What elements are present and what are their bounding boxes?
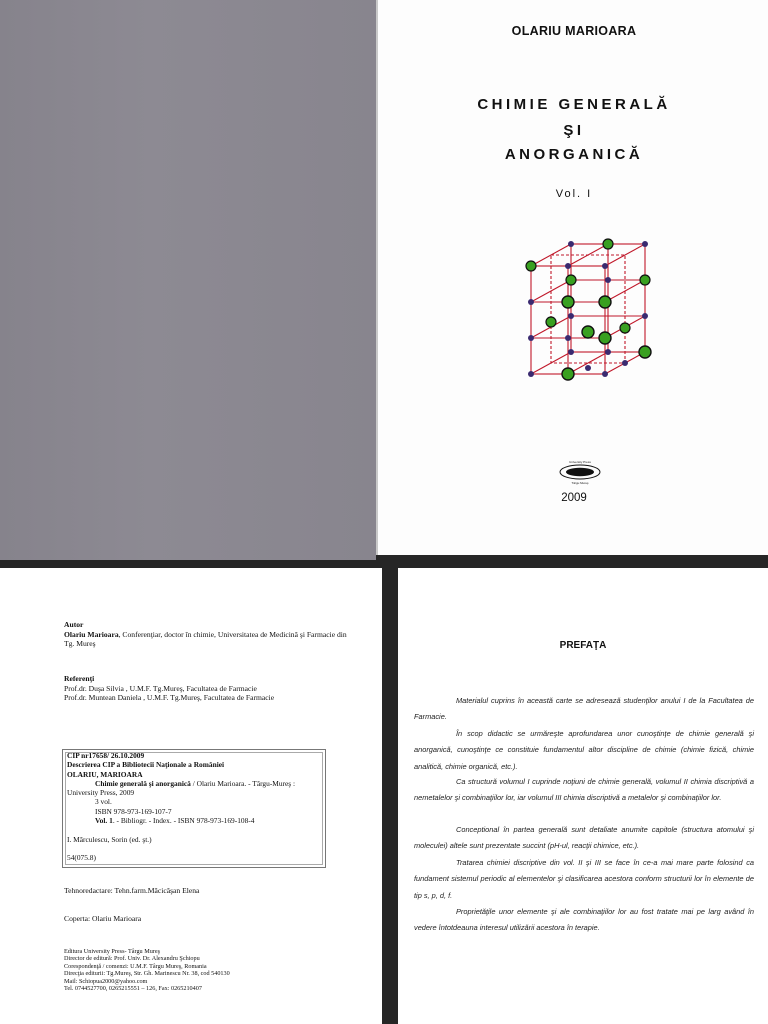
cip-classification: 54(075.8) — [67, 853, 96, 863]
preface-paragraph: În scop didactic se urmăreşte aprofundarea unor cunoştinţe de chimie generală şi anorganică, cunoştinţe ce constituie fundamentul altor discipline de chimie (chimie fizică, chimie analitică, chimie organică, etc.). — [414, 729, 754, 771]
logo-lettering-top: University Press — [569, 460, 591, 464]
preface-paragraph: Ca structură volumul I cuprinde noţiuni de chimie generală, volumul II chimia discriptivă a nemetalelor şi combinaţiilor lor, iar volumul III chimia discriptivă a metalelor şi combinaţiilor lor. — [414, 777, 754, 803]
author-city: Tg. Mureş — [64, 639, 96, 649]
typesetting-credit: Tehnoredactare: Tehn.farm.Măcicăşan Elena — [64, 886, 200, 895]
publisher-info — [64, 948, 230, 992]
cip-author: OLARIU, MARIOARA — [67, 769, 143, 779]
cip-title: Chimie generală şi anorganică — [95, 778, 191, 788]
author-description: , Conferenţiar, doctor în chimie, Universitatea de Medicină şi Farmacie din — [118, 629, 347, 639]
book-title-line-2: ŞI — [563, 122, 585, 139]
preface-page — [398, 568, 768, 1024]
cip-box — [62, 749, 326, 868]
cip-editor: I. Mărculescu, Sorin (ed. şt.) — [67, 834, 152, 844]
preface-paragraph: Tratarea chimiei discriptive din vol. II şi III se face în ce-a mai mare parte folosind ca fundament sistemul periodic al elementelor şi clasificarea acestora conform structurii lor în elemente de tip s, p, d, f. — [414, 858, 754, 900]
reviewers-section — [64, 674, 274, 703]
cip-vol-rest: . - Bibliogr. - Index. - ISBN 978-973-169-108-4 — [112, 816, 255, 826]
cip-record — [67, 751, 295, 863]
title-page — [376, 0, 768, 555]
cip-title-rest: / Olariu Marioara. - Târgu-Mureş : — [190, 778, 296, 788]
author-name: OLARIU MARIOARA — [511, 24, 637, 38]
cip-number: CIP nr17658/ 26.10.2009 — [67, 751, 145, 760]
reviewers-label: Referenţi — [64, 674, 95, 683]
cip-heading: Descrierea CIP a Bibliotecii Naţionale a României — [67, 760, 225, 770]
publisher-line: Direcţia editurii: Tg.Mureş, Str. Gh. Marinescu Nr. 38, cod 540130 — [64, 970, 230, 978]
copyright-page — [0, 568, 382, 1024]
book-title-line-1: CHIMIE GENERALĂ — [477, 96, 671, 113]
reviewer-1: Prof.dr. Duşa Silvia , U.M.F. Tg.Mureş, Facultatea de Farmacie — [64, 683, 257, 693]
author-full-name: Olariu Marioara — [64, 629, 119, 639]
publisher-line: Tel. 0744527700, 0265215551 – 126, Fax: 0265210407 — [64, 985, 202, 993]
publisher-line: Editura University Press- Târgu Mureş — [64, 948, 161, 955]
cover-credit: Coperta: Olariu Marioara — [64, 914, 142, 923]
publisher-line: Corespondenţă / comenzi: U.M.F. Târgu Mureş, Romania — [64, 962, 207, 970]
crystal-lattice-illustration — [513, 238, 653, 388]
cip-publisher: University Press, 2009 — [67, 788, 135, 798]
cip-volumes: 3 vol. — [95, 797, 112, 807]
lattice-bonds — [531, 244, 645, 374]
cip-vol: Vol. 1 — [95, 816, 113, 826]
publisher-line: Director de editură: Prof. Univ. Dr. Alexandru Şchiopu — [64, 955, 200, 963]
publisher-line: Mail: Schiopua2000@yahoo.com — [64, 977, 148, 985]
author-section — [64, 620, 347, 649]
book-title-line-3: ANORGANICĂ — [504, 146, 644, 163]
preface-paragraph: Conceptional în partea generală sunt detaliate anumite capitole (structura atomului şi moleculei) altele sunt prezentate succint (pH-ul, reacţii chimice, etc.). — [414, 825, 754, 851]
publisher-logo — [548, 458, 612, 486]
back-cover — [0, 0, 376, 560]
preface-title: PREFAŢA — [559, 640, 607, 651]
preface-paragraph: Materialul cuprins în această carte se adresează studenţilor anului I de la Facultatea de Farmacie. — [414, 696, 754, 722]
reviewer-2: Prof.dr. Muntean Daniela , U.M.F. Tg.Mureş, Facultatea de Farmacie — [64, 693, 275, 703]
author-label: Autor — [64, 620, 84, 629]
cip-isbn: ISBN 978-973-169-107-7 — [95, 806, 172, 816]
volume-label: Vol. I — [555, 188, 593, 200]
logo-lettering-bottom: Târgu Mureş — [571, 481, 589, 485]
preface-paragraph: Proprietăţile unor elemente şi ale combinaţiilor lor au fost tratate mai pe larg având în vedere întotdeauna interesul utilizării acestora în terapie. — [414, 907, 754, 933]
publication-year: 2009 — [561, 492, 587, 504]
